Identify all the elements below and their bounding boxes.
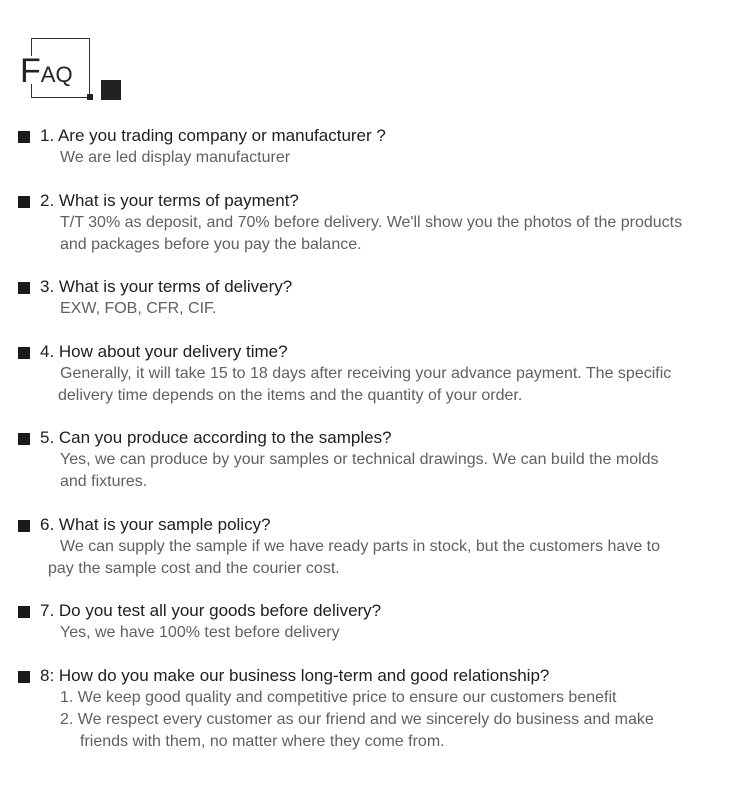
faq-answer bbox=[60, 212, 682, 256]
answer-line: 1. We keep good quality and competitive price to ensure our customers benefit bbox=[60, 689, 617, 706]
logo-square bbox=[101, 80, 121, 100]
bullet-square-icon bbox=[18, 606, 30, 618]
faq-answer bbox=[60, 687, 654, 753]
bullet-square-icon bbox=[18, 520, 30, 532]
faq-question: 1. Are you trading company or manufacturer ? bbox=[40, 126, 386, 145]
bullet-square-icon bbox=[18, 196, 30, 208]
answer-line: and fixtures. bbox=[60, 473, 148, 490]
answer-line: 2. We respect every customer as our friend and we sincerely do business and make bbox=[60, 711, 654, 728]
answer-line: and packages before you pay the balance. bbox=[60, 236, 362, 253]
faq-logo bbox=[18, 38, 122, 104]
bullet-square-icon bbox=[18, 131, 30, 143]
faq-answer bbox=[60, 622, 340, 644]
answer-line: EXW, FOB, CFR, CIF. bbox=[60, 300, 217, 317]
answer-line: Yes, we can produce by your samples or technical drawings. We can build the molds bbox=[60, 451, 659, 468]
bullet-square-icon bbox=[18, 282, 30, 294]
faq-question: 3. What is your terms of delivery? bbox=[40, 277, 293, 296]
faq-question: 4. How about your delivery time? bbox=[40, 342, 288, 361]
faq-question: 7. Do you test all your goods before delivery? bbox=[40, 601, 382, 620]
faq-question: 6. What is your sample policy? bbox=[40, 515, 271, 534]
faq-question: 5. Can you produce according to the samples? bbox=[40, 428, 392, 447]
answer-line: delivery time depends on the items and the quantity of your order. bbox=[58, 387, 523, 404]
answer-line: We are led display manufacturer bbox=[60, 149, 291, 166]
answer-line: friends with them, no matter where they come from. bbox=[80, 733, 445, 750]
logo-text bbox=[20, 54, 73, 88]
answer-line: Yes, we have 100% test before delivery bbox=[60, 624, 340, 641]
faq-answer bbox=[60, 147, 290, 169]
faq-answer bbox=[48, 536, 661, 580]
bullet-square-icon bbox=[18, 433, 30, 445]
logo-small-letters: AQ bbox=[40, 62, 73, 87]
logo-big-letter: F bbox=[20, 52, 41, 90]
bullet-square-icon bbox=[18, 671, 30, 683]
faq-answer bbox=[60, 298, 216, 320]
faq-answer bbox=[60, 363, 671, 407]
faq-answer bbox=[60, 449, 659, 493]
answer-line: pay the sample cost and the courier cost. bbox=[48, 560, 340, 577]
answer-line: We can supply the sample if we have ready parts in stock, but the customers have to bbox=[60, 538, 661, 555]
logo-dot bbox=[87, 94, 93, 100]
bullet-square-icon bbox=[18, 347, 30, 359]
answer-line: T/T 30% as deposit, and 70% before delivery. We'll show you the photos of the products bbox=[60, 214, 683, 231]
faq-question: 8: How do you make our business long-term and good relationship? bbox=[40, 666, 550, 685]
faq-question: 2. What is your terms of payment? bbox=[40, 191, 299, 210]
answer-line: Generally, it will take 15 to 18 days after receiving your advance payment. The specific bbox=[60, 365, 672, 382]
